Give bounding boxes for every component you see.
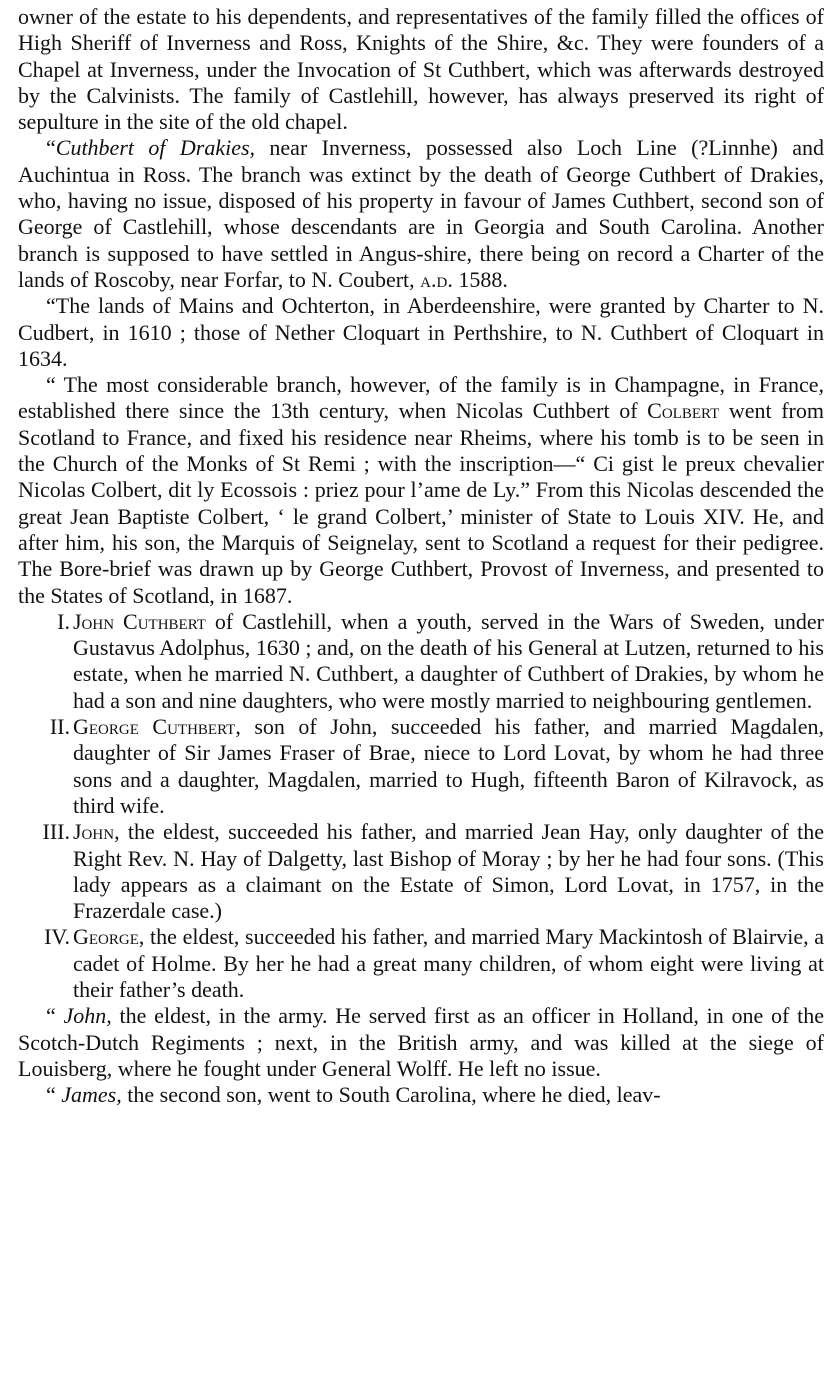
entry-person-name: John [73,819,115,845]
child-name: James, [61,1082,122,1108]
entry-person-name: George Cuthbert [73,714,236,740]
entry-numeral: I. [57,608,70,634]
child-name: John, [63,1003,112,1029]
entry-numeral: III. [42,819,70,845]
paragraph-child-john: “ John, the eldest, in the army. He served first as an officer in Holland, in one of the Scotch-Dutch Regiments ; next, in the British army, and was killed at the siege of Louisberg, where he fought under General Wolff. He left no issue. [18,1003,824,1081]
colbert-name: Colbert [647,398,720,424]
era-abbreviation: a.d. [420,266,453,292]
entry-numeral: II. [49,714,70,740]
genealogy-entry-4: IV. George, the eldest, succeeded his father, and married Mary Mackintosh of Blairvie, a cadet of Holme. By her he had a great many children, of whom eight were living at their father’s death. [18,924,824,1003]
paragraph-france-branch: “ The most considerable branch, however, of the family is in Champagne, in France, established there since the 13th century, when Nicolas Cuthbert of Colbert went from Scotland to France, and fixed his residence near Rheims, where his tomb is to be seen in the Church of the Monks of St Remi ; with the inscription—“ Ci gist le preux chevalier Nicolas Colbert, dit ly Ecossois : priez pour l’ame de Ly.” From this Nicolas descended the great Jean Baptiste Colbert, ‘ le grand Colbert,’ minister of State to Louis XIV. He, and after him, his son, the Marquis of Seignelay, sent to Scotland a request for their pedigree. The Bore-brief was drawn up by George Cuthbert, Provost of Inverness, and presented to the States of Scotland, in 1687. [18,372,825,608]
drakies-title: Cuthbert of Drakies, [55,135,256,161]
paragraph-drakies-branch: “Cuthbert of Drakies, near Inverness, possessed also Loch Line (?Linnhe) and Auchintua in Ross. The branch was extinct by the death of George Cuthbert of Drakies, who, having no issue, disposed of his property in favour of James Cuthbert, second son of George of Castlehill, whose descendants are in Georgia and South Carolina. Another branch is supposed to have settled in Angus-shire, there being on record a Charter of the lands of Roscoby, near Forfar, to N. Coubert, a.d. 1588. [18,135,824,292]
genealogy-entry-1: I. John Cuthbert of Castlehill, when a youth, served in the Wars of Sweden, under Gustavus Adolphus, 1630 ; and, on the death of his General at Lutzen, returned to his estate, when he married N. Cuthbert, a daughter of Cuthbert of Drakies, by whom he had a son and nine daughters, who were mostly married to neighbouring gentlemen. [18,609,824,714]
paragraph-castlehill-family: owner of the estate to his dependents, and representatives of the family filled the offices of High Sheriff of Inverness and Ross, Knights of the Shire, &c. They were founders of a Chapel at Inverness, under the Invocation of St Cuthbert, which was afterwards destroyed by the Calvinists. The family of Castlehill, however, has always preserved its right of sepulture in the site of the old chapel. [18,4,824,135]
genealogy-entry-3: III. John, the eldest, succeeded his father, and married Jean Hay, only daughter of the Right Rev. N. Hay of Dalgetty, last Bishop of Moray ; by her he had four sons. (This lady appears as a claimant on the Estate of Simon, Lord Lovat, in 1757, in the Frazerdale case.) [18,819,824,924]
entry-person-name: John Cuthbert [73,608,206,634]
genealogy-entry-2: II. George Cuthbert, son of John, succeeded his father, and married Magdalen, daughter of Sir James Fraser of Brae, niece to Lord Lovat, by whom he had three sons and a daughter, Magdalen, married to Hugh, fifteenth Baron of Kilravock, as third wife. [18,714,824,819]
entry-person-name: George [73,924,139,950]
entry-numeral: IV. [44,924,70,950]
paragraph-child-james: “ James, the second son, went to South Carolina, where he died, leav- [46,1082,661,1108]
paragraph-mains-ochterton: “The lands of Mains and Ochterton, in Aberdeenshire, were granted by Charter to N. Cudbert, in 1610 ; those of Nether Cloquart in Perthshire, to N. Cuthbert of Cloquart in 1634. [18,293,824,371]
